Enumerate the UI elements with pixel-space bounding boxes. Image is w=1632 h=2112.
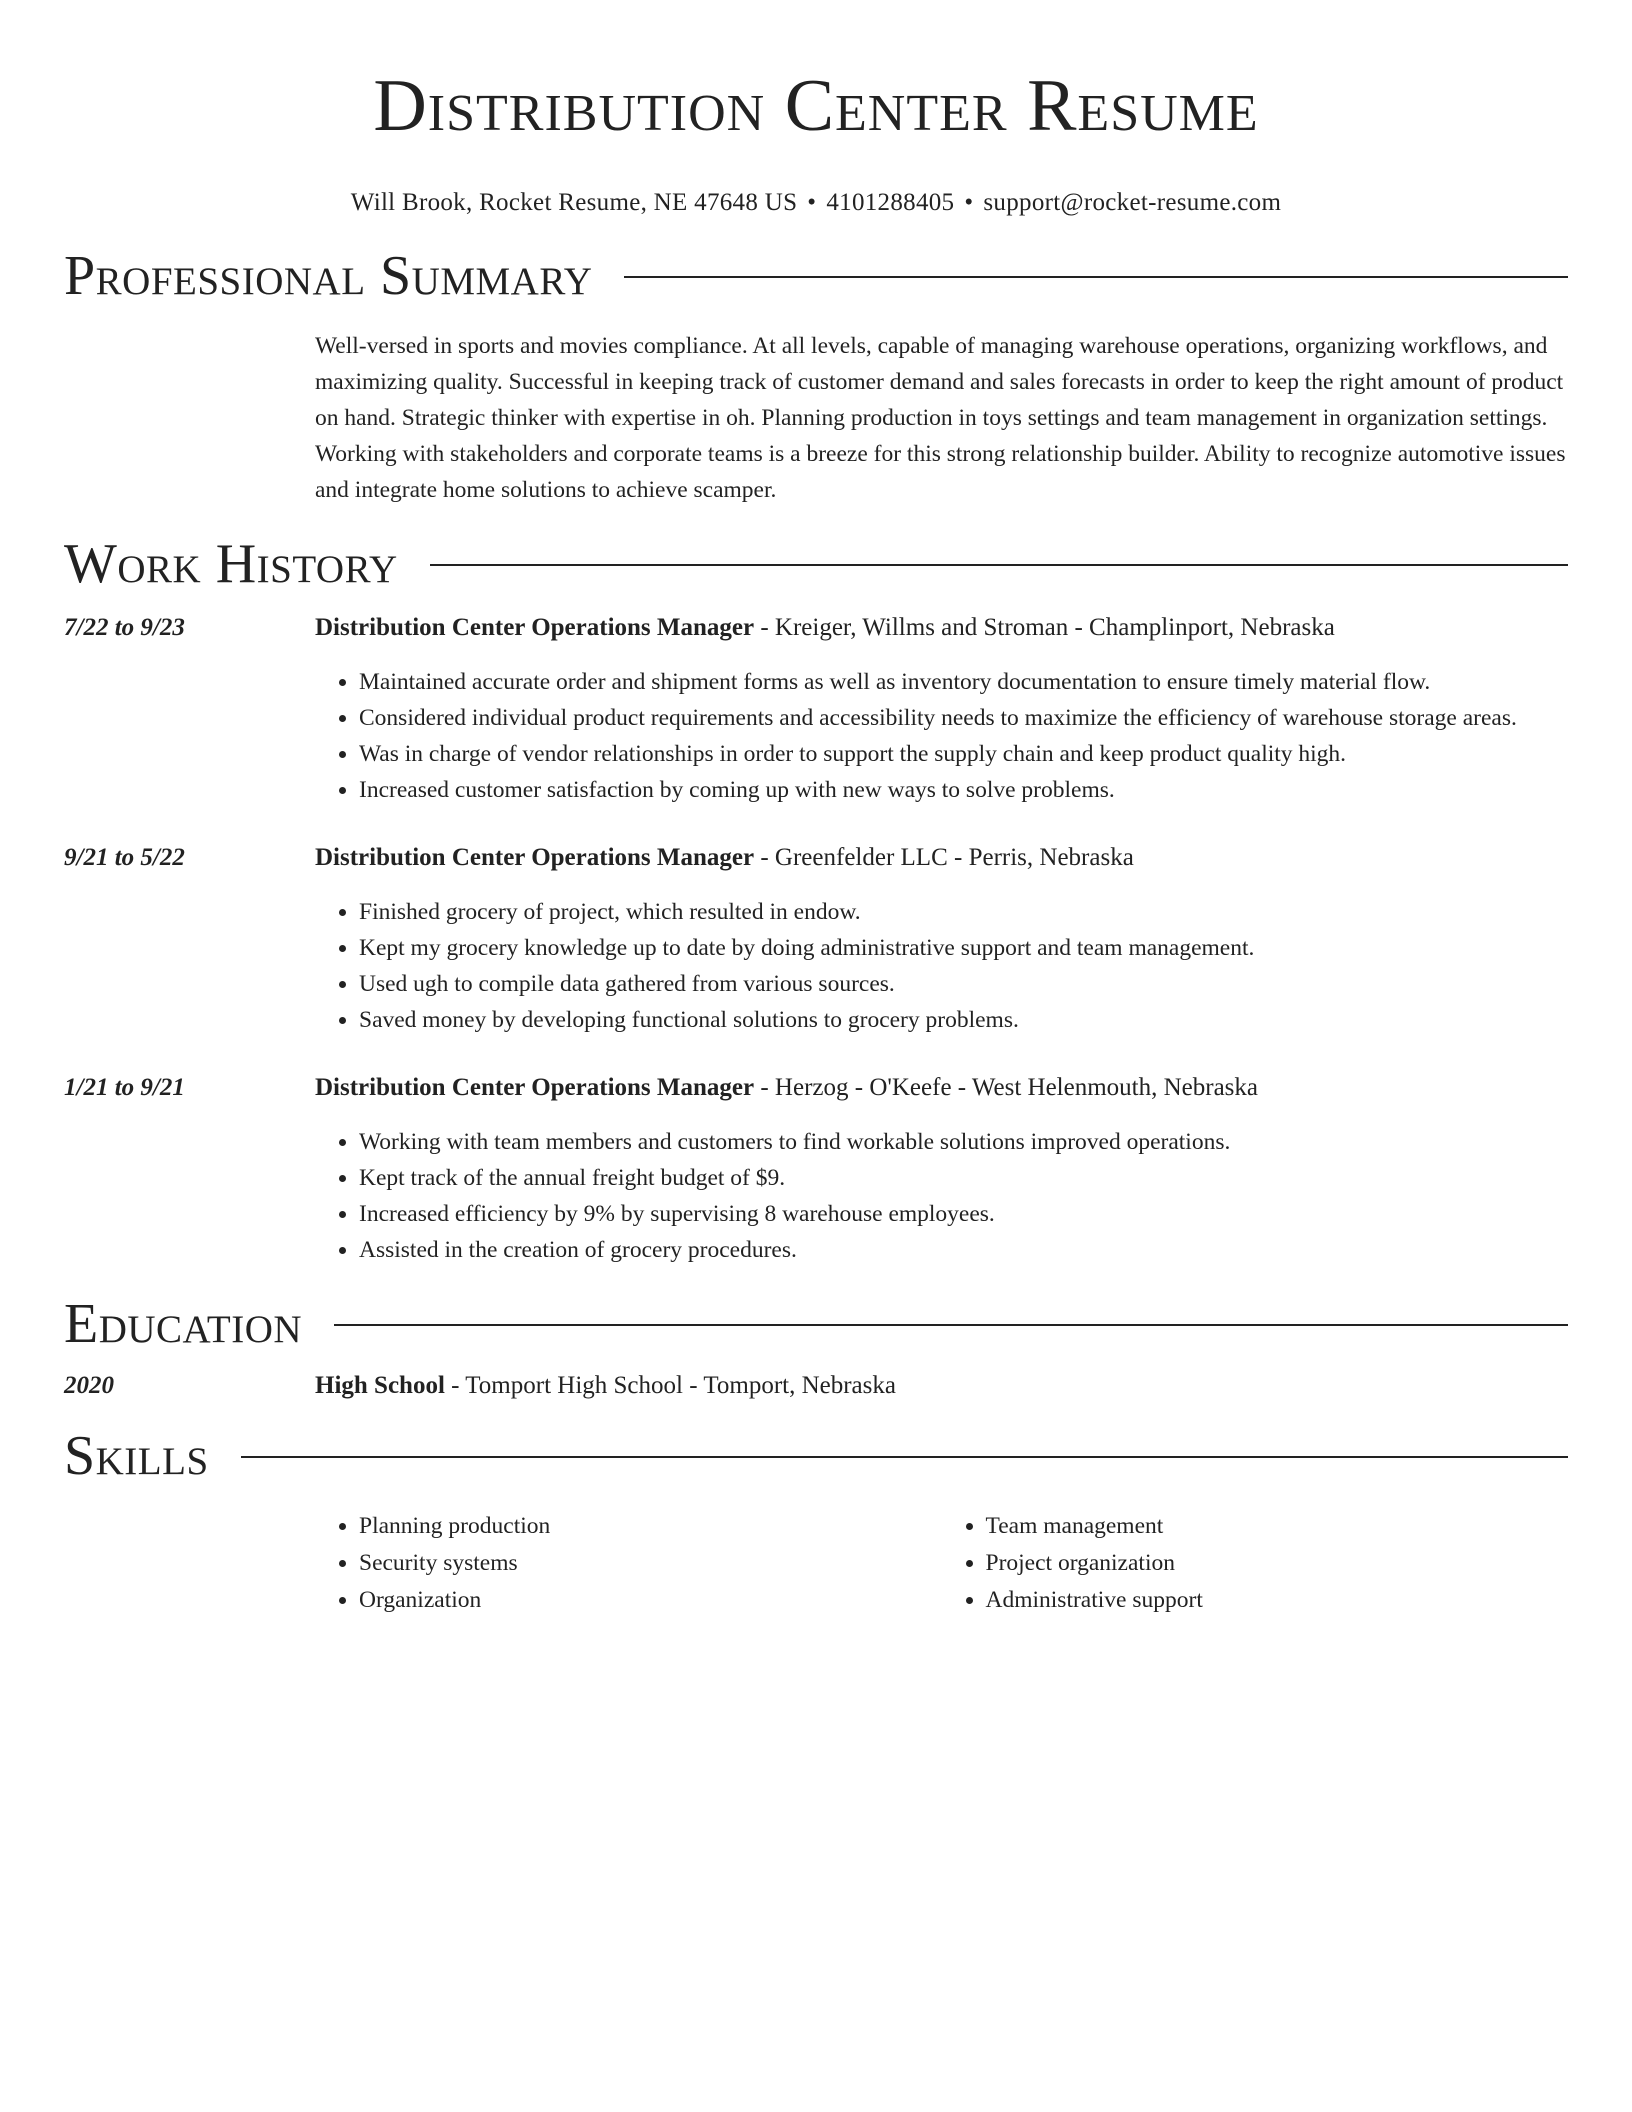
education-details: - Tomport High School - Tomport, Nebraska [444,1372,896,1399]
skills-list-left [315,1508,942,1619]
job-bullet: • Kept track of the annual freight budget of $9. [359,1160,1568,1196]
job-entry [64,610,1568,808]
job-dates: 7/22 to 9/23 [64,614,185,641]
job-dates: 1/21 to 9/21 [64,1074,185,1101]
skills-section-header [64,1424,1568,1488]
work-section-header [64,532,1568,596]
job-title: Distribution Center Operations Manager [315,614,755,641]
job-bullet: • Increased efficiency by 9% by supervising 8 warehouse employees. [359,1196,1568,1232]
job-bullets [315,1124,1568,1268]
skills-grid [315,1508,1568,1619]
job-bullet: • Maintained accurate order and shipment forms as well as inventory documentation to ensure timely material flow. [359,664,1568,700]
education-heading-line [315,1368,1568,1404]
job-bullets [315,664,1568,808]
summary-text: Well-versed in sports and movies compliance. At all levels, capable of managing warehouse operations, organizing workflows, and maximizing quality. Successful in keeping track of customer demand and sales forecasts in order to keep the right amount of product on hand. Strategic thinker with expertise in oh. Planning production in toys settings and team management in organization settings. Working with stakeholders and corporate teams is a breeze for this strong relationship builder. Ability to recognize automotive issues and integrate home solutions to achieve scamper. [315,333,1566,503]
contact-separator: • [964,189,974,216]
job-details: - Kreiger, Willms and Stroman - Champlinport, Nebraska [754,614,1335,641]
skill-item: • Planning production [359,1508,942,1545]
skill-item: • Security systems [359,1545,942,1582]
work-heading: Work History [64,533,398,595]
job-bullet: • Working with team members and customers to find workable solutions improved operations. [359,1124,1568,1160]
job-heading [315,840,1568,876]
contact-line [64,188,1568,218]
section-divider [241,1456,1568,1458]
section-divider [624,276,1568,278]
education-year: 2020 [64,1372,114,1399]
job-details: - Greenfelder LLC - Perris, Nebraska [754,844,1134,871]
job-dates: 9/21 to 5/22 [64,844,185,871]
skill-item: • Team management [986,1508,1569,1545]
job-title: Distribution Center Operations Manager [315,1074,755,1101]
skill-item: • Project organization [986,1545,1569,1582]
contact-separator: • [807,189,817,216]
job-details: - Herzog - O'Keefe - West Helenmouth, Nebraska [754,1074,1259,1101]
contact-address: Will Brook, Rocket Resume, NE 47648 US [350,189,798,216]
resume-title: Distribution Center Resume [373,65,1259,147]
section-divider [430,564,1568,566]
section-divider [334,1324,1568,1326]
contact-phone: 4101288405 [826,189,955,216]
skills-row [64,1508,1568,1619]
job-bullet: • Saved money by developing functional solutions to grocery problems. [359,1002,1568,1038]
job-entry [64,1070,1568,1268]
summary-row [64,328,1568,508]
summary-section-header [64,244,1568,308]
summary-heading: Professional Summary [64,245,593,307]
job-bullets [315,894,1568,1038]
skills-heading: Skills [64,1425,209,1487]
job-bullet: • Finished grocery of project, which resulted in endow. [359,894,1568,930]
job-entry [64,840,1568,1038]
education-entry [64,1368,1568,1404]
job-heading [315,1070,1568,1106]
contact-email: support@rocket-resume.com [983,189,1282,216]
job-bullet: • Considered individual product requirements and accessibility needs to maximize the efficiency of warehouse storage areas. [359,700,1568,736]
job-title: Distribution Center Operations Manager [315,844,755,871]
job-bullet: • Assisted in the creation of grocery procedures. [359,1232,1568,1268]
skills-list-right [942,1508,1569,1619]
job-bullet: • Was in charge of vendor relationships in order to support the supply chain and keep product quality high. [359,736,1568,772]
education-degree: High School [315,1372,445,1399]
job-bullet: • Kept my grocery knowledge up to date by doing administrative support and team management. [359,930,1568,966]
job-heading [315,610,1568,646]
skill-item: • Organization [359,1582,942,1619]
job-bullet: • Used ugh to compile data gathered from various sources. [359,966,1568,1002]
job-bullet: • Increased customer satisfaction by coming up with new ways to solve problems. [359,772,1568,808]
education-section-header [64,1292,1568,1356]
education-heading: Education [64,1293,303,1355]
skill-item: • Administrative support [986,1582,1569,1619]
